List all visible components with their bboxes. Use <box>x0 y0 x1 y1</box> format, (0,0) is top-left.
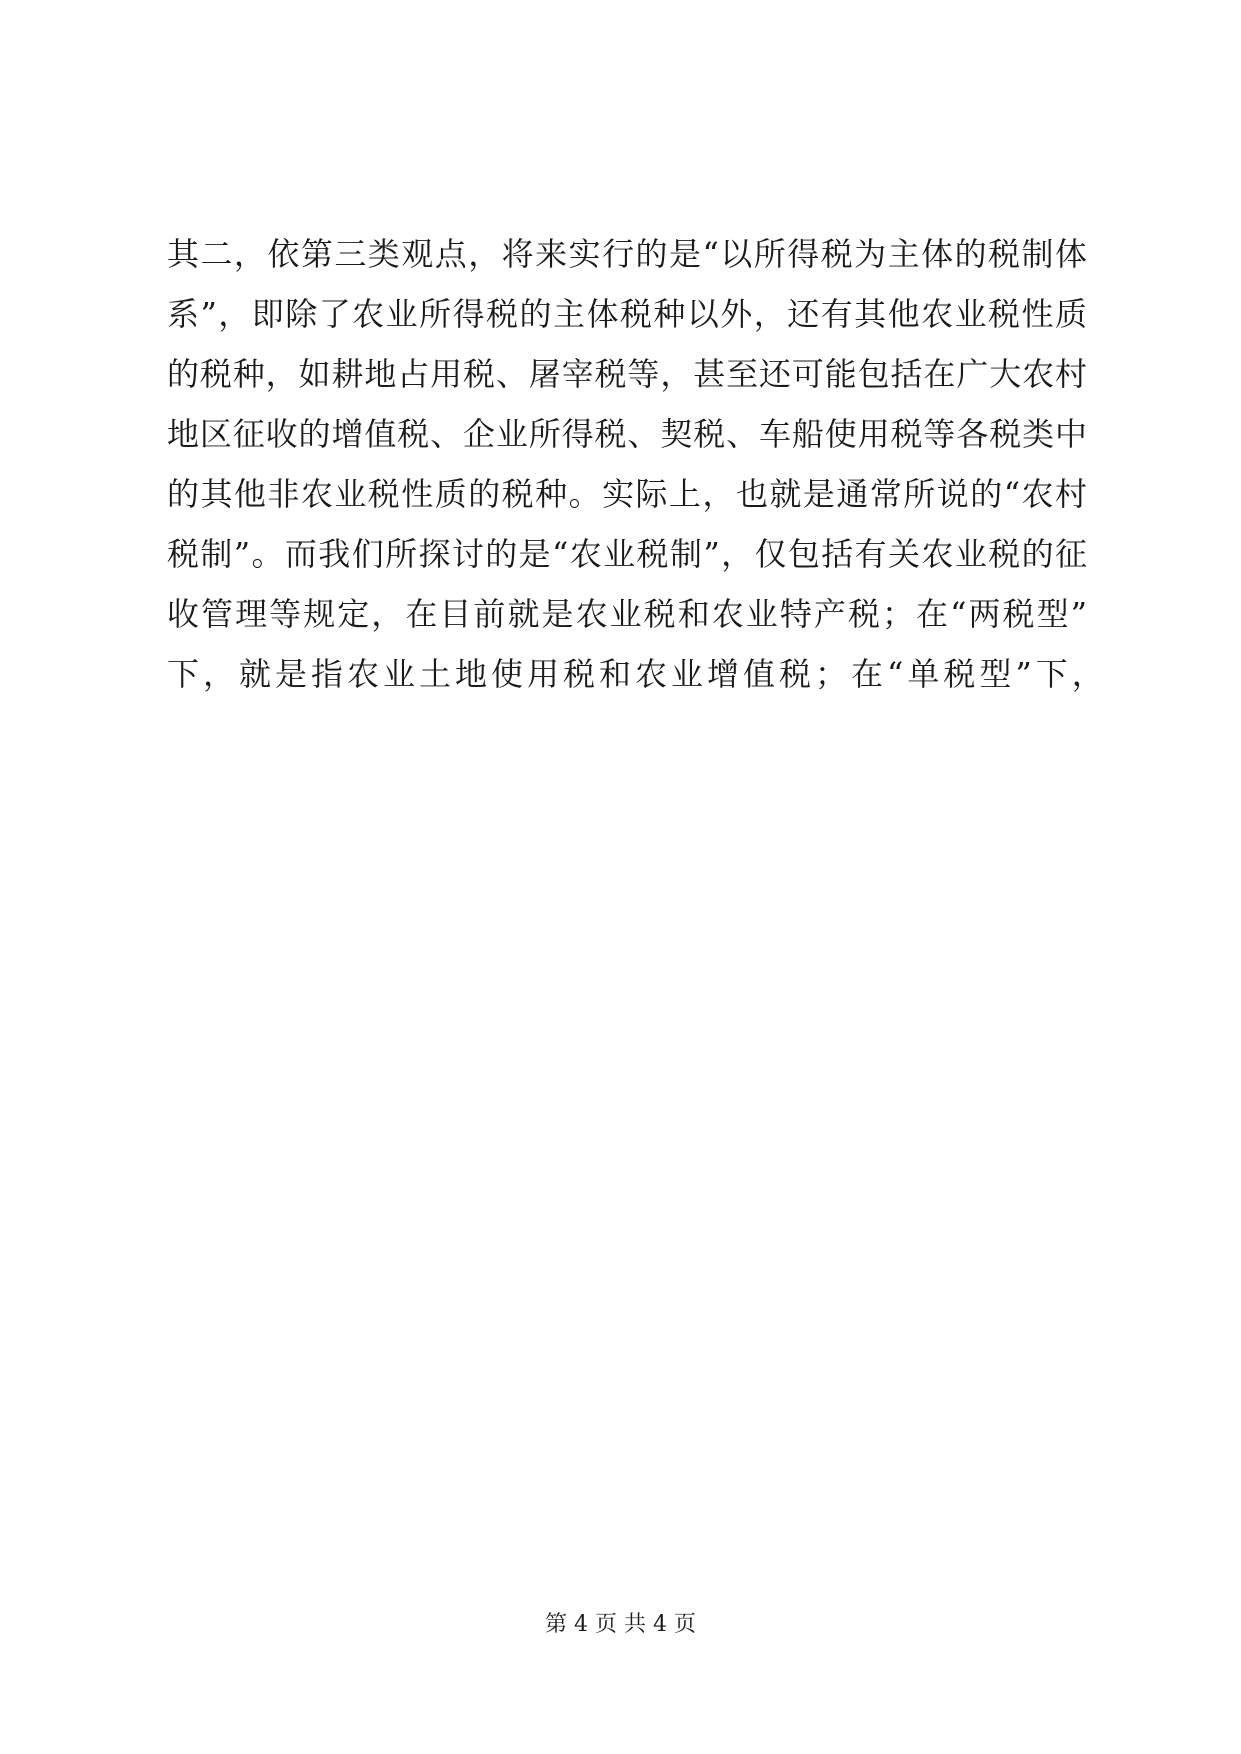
paragraph-line: 系”，即除了农业所得税的主体税种以外，还有其他农业税性质 <box>167 295 1087 333</box>
paragraph-line: 税制”。而我们所探讨的是“农业税制”，仅包括有关农业税的征 <box>167 535 1087 573</box>
paragraph-line: 其二，依第三类观点，将来实行的是“以所得税为主体的税制体 <box>167 235 1087 273</box>
paragraph-line: 收管理等规定，在目前就是农业税和农业特产税；在“两税型” <box>167 595 1087 633</box>
paragraph-line: 的其他非农业税性质的税种。实际上，也就是通常所说的“农村 <box>167 475 1087 513</box>
body-paragraph <box>167 224 1108 704</box>
paragraph-line: 地区征收的增值税、企业所得税、契税、车船使用税等各税类中 <box>167 415 1087 453</box>
page-number-footer: 第 4 页 共 4 页 <box>545 1612 696 1637</box>
paragraph-line: 下，就是指农业土地使用税和农业增值税；在“单税型”下， <box>167 655 1108 693</box>
paragraph-line: 的税种，如耕地占用税、屠宰税等，甚至还可能包括在广大农村 <box>167 355 1087 393</box>
